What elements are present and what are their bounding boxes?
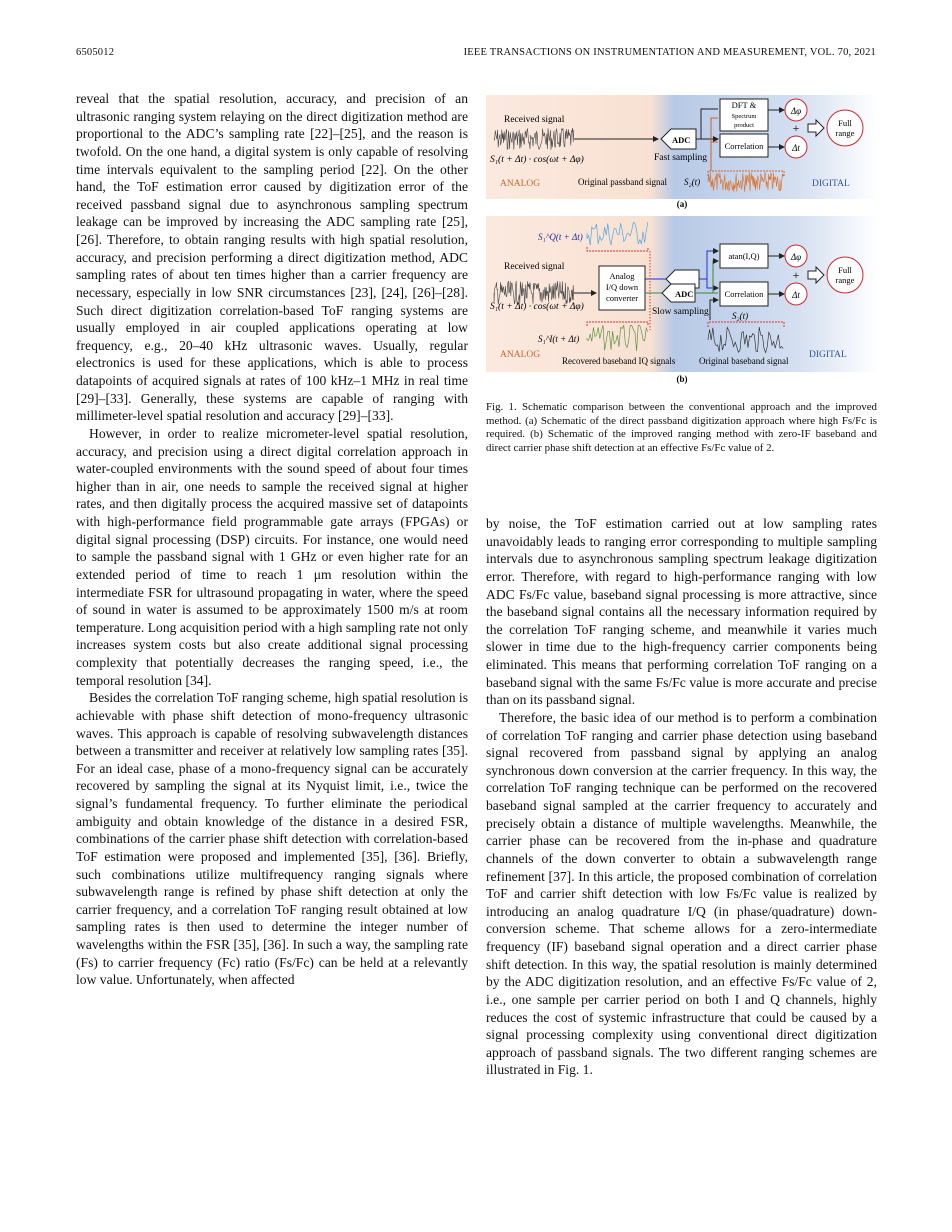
paragraph: by noise, the ToF estimation carried out at low sampling rates unavoidably leads to ranging error corresponding to multiple sampling intervals due to asynchronous sampling spectrum leakage digitization error. Therefore, with regard to high-performance ranging with low ADC Fs/Fc value, baseband signal processing is more attractive, since the baseband signal contains all the necessary information required by the correlation ToF ranging scheme, and meanwhile it varies much slower in time due to the high-frequency carrier components being eliminated. This means that performing correlation ToF ranging on a baseband signal with the same Fs/Fc value is more accurate and precise than on its passband signal. <box>486 516 877 708</box>
delta-phi-label: Δφ <box>790 106 802 116</box>
right-column <box>486 515 877 1079</box>
signal-expression-b: S₁(t + Δt) · cos(ωt + Δφ) <box>490 302 584 312</box>
correlation-label-b: Correlation <box>724 289 764 299</box>
converter-label-2: I/Q down <box>605 282 639 292</box>
paragraph: reveal that the spatial resolution, accuracy, and precision of an ultrasonic ranging system relaying on the direct digitization method are proportional to the ADC’s sampling rate [22]–[25], and the reason is twofold. On the one hand, a digital system is only capable of resolving time intervals equivalent to the sampling period [22]. On the other hand, the ToF estimation error caused by digitization error of the received passband signal due to asynchronous sampling spectrum leakage can be improved by increasing the ADC sampling rate [25], [26]. Therefore, to obtain ranging results with high spatial resolution, accuracy, and precision performing a direct digitization method, ADC sampling rates of about ten times higher than a carrier frequency are necessary, especially in low SNR circumstances [23], [24], [26]–[28]. Such direct digitization correlation-based ToF ranging systems are usually employed in air coupled applications operating at low frequency, e.g., 20–40 kHz ultrasonic waves. Usually, regular electronics is used for these applications, which is able to process datapoints of acquired signals at rates of 100 kHz–1 MHz in real time [29]–[33]. Generally, these systems are capable of ranging with millimeter-level spatial resolution and accuracy [29]–[33]. <box>76 91 468 424</box>
atan-label: atan(I,Q) <box>728 251 760 261</box>
figure-1 <box>486 90 878 390</box>
slow-sampling-label: Slow sampling <box>652 307 709 317</box>
si-label: S₁^I(t + Δt) <box>538 334 580 344</box>
dft-label-2: Spectrum <box>731 113 757 120</box>
paragraph: Besides the correlation ToF ranging scheme, high spatial resolution is achievable with phase shift detection of mono-frequency ultrasonic waves. This approach is capable of resolving subwavelength distances between a transmitter and receiver at relatively low sampling rates [35]. For an ideal case, phase of a mono-frequency signal can be accurately recovered by sampling the signal at its Nyquist limit, i.e., twice the signal’s fundamental frequency. To further eliminate the periodical ambiguity and obtain knowledge of the distance in a desired FSR, combinations of the carrier phase shift detection with correlation-based ToF estimation were proposed and implemented [35], [36]. Briefly, such combinations utilize multifrequency ranging signals where subwavelength range is refined by phase shift detection at only the carrier frequency, and a correlation ToF ranging result obtained at low sampling rates is then used to determine the integer number of wavelengths within the FSR [35], [36]. In such a way, the sampling rate (Fs) to carrier frequency (Fc) ratio (Fs/Fc) can be held at a relevantly low value. Unfortunately, when affected <box>76 690 468 988</box>
s2-label: S₂(t) <box>684 177 701 187</box>
received-signal-label-b: Received signal <box>504 262 565 272</box>
full-range-label-b: Full <box>838 265 852 275</box>
panel-b-label: (b) <box>676 374 688 384</box>
received-signal-label: Received signal <box>504 115 565 125</box>
adc-label: ADC <box>672 135 691 145</box>
figure-caption: Fig. 1. Schematic comparison between the conventional approach and the improved method. (a) Schematic of the direct passband digitization approach where high Fs/Fc is required. (b) Schematic of the improved ranging method with zero-IF baseband and direct carrier phase shift detection at an effective Fs/Fc value of 2. <box>486 401 877 454</box>
signal-expression: S₁(t + Δt) · cos(ωt + Δφ) <box>490 155 584 165</box>
recovered-label: Recovered baseband IQ signals <box>562 356 676 366</box>
digital-label-b: DIGITAL <box>809 350 847 360</box>
adc-label-b: ADC <box>675 289 694 299</box>
plus-sign-b: + <box>792 268 800 282</box>
analog-label: ANALOG <box>500 179 541 189</box>
fast-sampling-label: Fast sampling <box>654 153 708 163</box>
full-range-label: Full <box>838 118 852 128</box>
dft-label-3: product <box>734 122 754 129</box>
paragraph: However, in order to realize micrometer-level spatial resolution, accuracy, and precision using a direct digital correlation approach in water-coupled environments with the sound speed of about four times higher than in air, one needs to sample the received signal at higher rates, and then digitally process the acquired massive set of datapoints with high-performance field programmable gate arrays (FPGAs) or digital signal processing (DSP) circuits. For instance, one would need to sample the passband signal with 1 GHz or even higher rate for an extended period of time to reach 1 μm resolution within the intermediate FSR for ultrasound propagating in water, where the speed of sound in water is assumed to be approximately 1500 m/s at room temperature. Long acquisition period with a high sampling rate not only increases system costs but also create additional signal processing complexity that potentially decreases the ranging speed, i.e., the temporal resolution [34]. <box>76 425 468 688</box>
plus-sign: + <box>792 121 800 135</box>
passband-label: Original passband signal <box>578 177 667 187</box>
full-range-label-b2: range <box>835 275 855 285</box>
sq-label: S₁^Q(t + Δt) <box>538 232 583 242</box>
page-number: 6505012 <box>76 47 115 58</box>
delta-t-label-b: Δt <box>792 290 800 300</box>
journal-header: IEEE TRANSACTIONS ON INSTRUMENTATION AND MEASUREMENT, VOL. 70, 2021 <box>463 47 876 58</box>
converter-label: Analog <box>609 271 635 281</box>
correlation-label: Correlation <box>724 141 764 151</box>
delta-t-label: Δt <box>792 143 800 153</box>
converter-label-3: converter <box>605 293 639 303</box>
delta-phi-label-b: Δφ <box>790 252 802 262</box>
analog-label-b: ANALOG <box>500 350 541 360</box>
schematic-diagram <box>486 90 878 390</box>
original-baseband-label: Original baseband signal <box>699 356 789 366</box>
full-range-label-2: range <box>835 128 855 138</box>
dft-label: DFT & <box>731 100 757 110</box>
paragraph: Therefore, the basic idea of our method is to perform a combination of correlation ToF ranging and carrier phase detection using baseband signal recovered from passband signal by applying an analog synchronous down conversion at the carrier frequency. In this way, the correlation ToF ranging technique can be performed on the recovered baseband signal sampled at the carrier frequency to accurately and precisely obtain a distance of multiple wavelengths. Meanwhile, the carrier phase can be recovered from the in-phase and quadrature channels of the down converter to obtain a subwavelength range refinement [37]. In this article, the proposed combination of correlation ToF and carrier shift detection with low Fs/Fc value is realized by introducing an analog quadrature I/Q (in phase/quadrature) down-conversion scheme. That scheme allows for a zero-intermediate frequency (IF) baseband signal operation and a direct carrier phase shift detection. In this way, the spatial resolution is mainly determined by the ADC digitization resolution, and an effective Fs/Fc value of 2, i.e., one sample per carrier period on both I and Q channels, highly reduces the cost of systemic infrastructure that could be caused by a signal processing complexity using conventional direct digitization approach of passband signals. The two different ranging schemes are illustrated in Fig. 1. <box>486 709 877 1078</box>
left-column <box>76 90 468 989</box>
s2-label-b: S₂(t) <box>732 311 749 321</box>
digital-label: DIGITAL <box>812 179 850 189</box>
panel-a-label: (a) <box>676 199 688 209</box>
